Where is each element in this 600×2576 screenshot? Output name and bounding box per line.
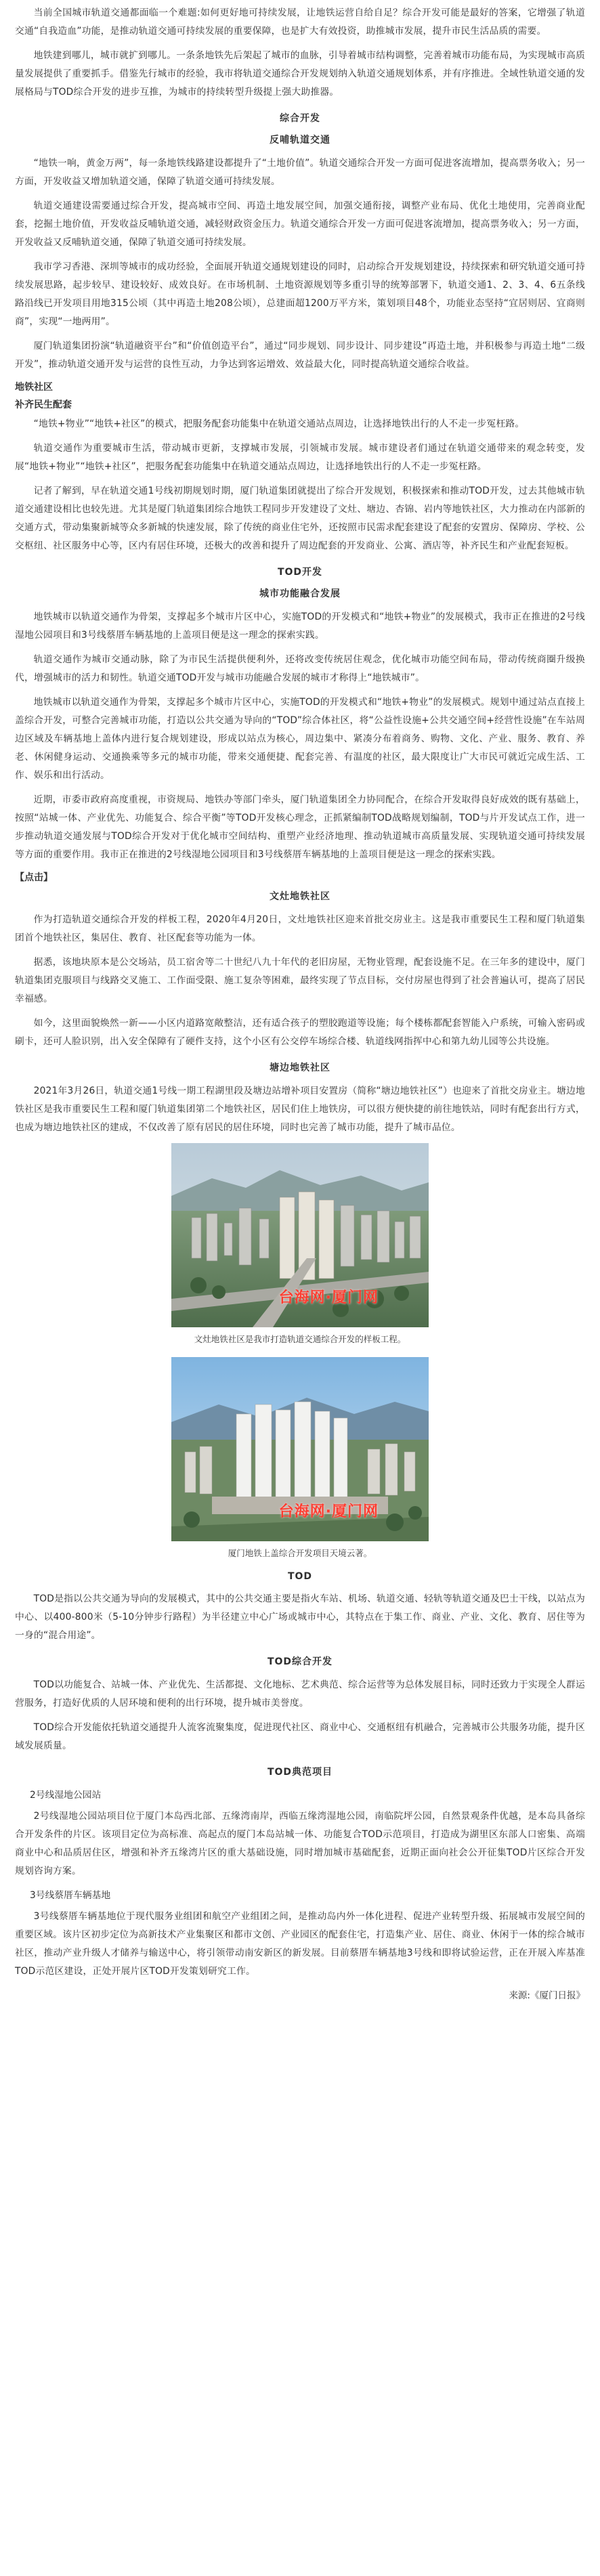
section-heading: 塘边地铁社区 <box>270 1062 330 1073</box>
body-paragraph: 我市学习香港、深圳等城市的成功经验，全面展开轨道交通规划建设的同时，启动综合开发规划建设，持续探索和研究轨道交通可持续发展思路，起步较早、建设较好、成效良好。在市场机制、土地资源规划等多重引导的统筹部署下，轨道交通1、2、3、4、6五条线路沿线已开发项目用地315公顷（其中再造土地208公顷），总建面超1200万平方米，策划项目48个，功能业态坚持“宜居则居、宜商则商”，实现“一地两用”。 <box>15 261 585 327</box>
article-source: 来源:《厦门日报》 <box>509 1990 585 2001</box>
section-heading: 文灶地铁社区 <box>270 891 330 902</box>
watermark: 台海网·厦门网 <box>278 1503 379 1520</box>
section-subheading: 城市功能融合发展 <box>259 588 341 599</box>
body-paragraph: 作为打造轨道交通综合开发的样板工程，2020年4月20日，文灶地铁社区迎来首批交房业主。这是我市重要民生工程和厦门轨道集团首个地铁社区，集居住、教育、社区配套等功能为一体。 <box>15 914 585 943</box>
section-heading: TOD <box>287 1571 313 1582</box>
body-paragraph: 地铁城市以轨道交通作为骨架，支撑起多个城市片区中心，实施TOD的开发模式和“地铁+物业”的发展模式，我市正在推进的2号线湿地公园项目和3号线蔡厝车辆基地的上盖项目便是这一理念的探索实践。 <box>15 611 585 641</box>
intro-paragraph: 地铁建到哪儿，城市就扩到哪儿。一条条地铁先后架起了城市的血脉，引导着城市结构调整，完善着城市功能布局，为实现城市高质量发展提供了重要抓手。借鉴先行城市的经验，我市将轨道交通综合开发规划纳入轨道交通规划体系，并有序推进。全域性轨道交通的发展格局与TOD综合开发的进步互推，为城市的持续转型升级提上强大助推器。 <box>15 50 585 98</box>
body-paragraph: 地铁城市以轨道交通作为骨架，支撑起多个城市片区中心，实施TOD的开发模式和“地铁+物业”的发展模式。规划中通过站点直接上盖综合开发，可整合完善城市功能，打造以公共交通为导向的“TOD”综合体社区，将“公益性设施+公共交通空间+经营性设施”在车站周边区域及车辆基地上盖体内进行复合规划建设，形成以站点为核心，周边集中、紧凑分布着商务、购物、文化、产业、服务、教育、养老、休闲健身运动、交通换乘等多元的城市功能，带来交通便捷、配套完善、有温度的社区，最大限度让广大市民可就近完成生活、工作、娱乐和出行活动。 <box>15 697 585 781</box>
body-paragraph: 2号线湿地公园站项目位于厦门本岛西北部、五缘湾南岸，西临五缘湾湿地公园，南临院坪公园，自然景观条件优越，是本岛具备综合开发条件的片区。该项目定位为高标准、高起点的厦门本岛站城一体、功能复合TOD示范项目，打造成为湖里区东部人口密集、高端商业中心和品质居住区，增强和补齐五缘湾片区的重大基础设施，同时增加城市基础配套，近期正面向社会公开征集TOD片区综合开发规划咨询方案。 <box>15 1811 585 1876</box>
body-paragraph: 近期，市委市政府高度重视，市资规局、地铁办等部门牵头，厦门轨道集团全力协同配合，在综合开发取得良好成效的既有基础上，按照“站城一体、产业优先、功能复合、综合平衡”等TOD开发核心理念，正抓紧编制TOD战略规划编制，TOD与片开发试点工作，进一步推动轨道交通发展与TOD综合开发对于优化城市空间结构、重塑产业经济地理、推动轨道城市高质量发展、实现轨道交通可持续发展等方面的重要作用。我市正在推进的2号线湿地公园项目和3号线蔡厝车辆基地的上盖项目便是这一理念的探索实践。 <box>15 794 585 860</box>
body-paragraph: 轨道交通建设需要通过综合开发，提高城市空间、再造土地发展空间，加强交通衔接，调整产业布局、优化土地使用，完善商业配套，挖掘土地价值，开发收益反哺轨道交通，减轻财政资金压力。轨道交通综合开发一方面可促进客流增加，提高票务收入；另一方面，开发收益又反哺轨道交通，保障了轨道交通可持续发展。 <box>15 200 585 248</box>
intro-paragraph: 当前全国城市轨道交通都面临一个难题:如何更好地可持续发展，让地铁运营自给自足？综合开发可能是最好的答案，它增强了轨道交通“自我造血”功能，是推动轨道交通可持续发展的重要保障，也是扩大有效投资，助推城市发展，提升市民生活品质的需要。 <box>15 7 585 37</box>
body-paragraph: “地铁+物业”“地铁+社区”的模式，把服务配套功能集中在轨道交通站点周边，让选择地铁出行的人不走一步冤枉路。 <box>33 418 525 429</box>
section-heading: TOD开发 <box>277 567 323 578</box>
body-paragraph: 厦门轨道集团扮演“轨道融资平台”和“价值创造平台”，通过“同步规划、同步设计、同步建设”再造土地，并积极参与再造土地“二级开发”，推动轨道交通开发与运营的良性互动，力争达到客运增效、效益最大化，同时提高轨道交通综合收益。 <box>15 341 585 370</box>
case-title: 3号线蔡厝车辆基地 <box>30 1890 111 1901</box>
section-heading: 地铁社区 <box>15 382 53 393</box>
body-paragraph: 据悉，该地块原本是公交场站，员工宿舍等二十世纪八九十年代的老旧房屋，无物业管理，配套设施不足。在三年多的建设中，厦门轨道集团克服项目与线路交叉施工、工作面受限、施工复杂等困难，最终实现了节点目标，交付房屋也得到了社会普遍认可，提高了居民幸福感。 <box>15 957 585 1004</box>
body-paragraph: 如今，这里面貌焕然一新——小区内道路宽敞整洁，还有适合孩子的塑胶跑道等设施；每个楼栋都配套智能入户系统，可输入密码或刷卡，还可人脸识别，出入安全保障有了硬件支持，这个小区有公交停车场综合楼、轨道线网指挥中心和第九幼儿园等公共设施。 <box>15 1018 585 1047</box>
section-heading: TOD综合开发 <box>267 1656 333 1667</box>
section-heading: 综合开发 <box>280 113 320 124</box>
photo-tod-project <box>171 1357 429 1541</box>
figure-caption: 厦门地铁上盖综合开发项目天境云著。 <box>228 1548 372 1558</box>
body-paragraph: TOD以功能复合、站城一体、产业优先、生活都提、文化地标、艺术典范、综合运营等为总体发展目标，同时还致力于实现全人群运营服务，打造好优质的人居环境和便利的出行环境，提升城市美誉度。 <box>15 1679 585 1709</box>
body-paragraph: 3号线蔡厝车辆基地位于现代服务业组团和航空产业组团之间，是推动岛内外一体化进程、促进产业转型升级、拓展城市发展空间的重要区域。该片区初步定位为高新技术产业集聚区和都市文创、产业园区的配套住宅，打造集产业、居住、商业、休闲于一体的综合城市社区，推动产业升级人才储养与输送中心，将引领带动南安新区的新发展。目前蔡厝车辆基地3号线和即将试验运营，正在开展入库基准TOD示范区建设，正处开展片区TOD开发策划研究工作。 <box>15 1911 585 1977</box>
figure-caption: 文灶地铁社区是我市打造轨道交通综合开发的样板工程。 <box>194 1334 406 1344</box>
body-paragraph: 轨道交通作为城市交通动脉，除了为市民生活提供便利外，还将改变传统居住观念，优化城市功能空间布局，带动传统商圈升级换代，增强城市的活力和韧性。轨道交通TOD开发与城市功能融合发展的城市才称得上“地铁城市”。 <box>15 654 585 683</box>
body-paragraph: TOD是指以公共交通为导向的发展模式，其中的公共交通主要是指火车站、机场、轨道交通、轻轨等轨道交通及巴士干线，以站点为中心、以400-800米（5-10分钟步行路程）为半径建立中心广场或城市中心，其特点在于集工作、商业、产业、文化、教育、居住等为一身的“混合用途”。 <box>15 1593 585 1641</box>
case-title: 2号线湿地公园站 <box>30 1790 102 1801</box>
click-label: 【点击】 <box>15 872 53 883</box>
body-paragraph: “地铁一响，黄金万两”，每一条地铁线路建设都提升了“土地价值”。轨道交通综合开发一方面可促进客流增加，提高票务收入；另一方面，开发收益又增加轨道交通，保障了轨道交通可持续发展。 <box>15 158 585 187</box>
watermark: 台海网·厦门网 <box>278 1289 379 1306</box>
section-subheading: 补齐民生配套 <box>15 400 72 410</box>
body-paragraph: TOD综合开发能依托轨道交通提升人流客流聚集度，促进现代社区、商业中心、交通枢纽有机融合，完善城市公共服务功能，提升区域发展质量。 <box>15 1722 585 1751</box>
body-paragraph: 轨道交通作为重要城市生活，带动城市更新，支撑城市发展，引领城市发展。城市建设者们通过在轨道交通带来的观念转变，发展“地铁+物业”“地铁+社区”，把服务配套功能集中在轨道交通站点周边，让选择地铁出行的人不走一步冤枉路。 <box>15 443 585 472</box>
body-paragraph: 2021年3月26日，轨道交通1号线一期工程湖里段及塘边站增补项目安置房（简称“塘边地铁社区”）也迎来了首批交房业主。塘边地铁社区是我市重要民生工程和厦门轨道集团第二个地铁社区，居民们住上地铁房，可以很方便快捷的前往地铁站，同时有配套出行方式，也成为塘边地铁社区的建成，不仅改善了原有居民的居住环境，同时也完善了城市功能，提升了城市品位。 <box>15 1086 585 1133</box>
photo-wenzao-community <box>171 1143 429 1327</box>
section-subheading: 反哺轨道交通 <box>270 135 330 146</box>
body-paragraph: 记者了解到，早在轨道交通1号线初期规划时期，厦门轨道集团就提出了综合开发规划，积极探索和推动TOD开发，过去其他城市轨道交通建设相比也较先进。尤其是厦门轨道集团综合地铁工程同步开发建设了文灶、塘边、杏锦、岩内等地铁社区，大力推动在内部新的交通方式，带动集聚新城等众多新城的快速发展，除了传统的商业住宅外，还按照市民需求配套建设了配套的安置房、保障房、学校、公交枢纽、社区服务中心等，区内有居住环境，还极大的改善和提升了周边配套的开发商业、公寓、酒店等，补齐民生和产业配套短板。 <box>15 486 585 551</box>
section-heading: TOD典范项目 <box>267 1767 333 1778</box>
